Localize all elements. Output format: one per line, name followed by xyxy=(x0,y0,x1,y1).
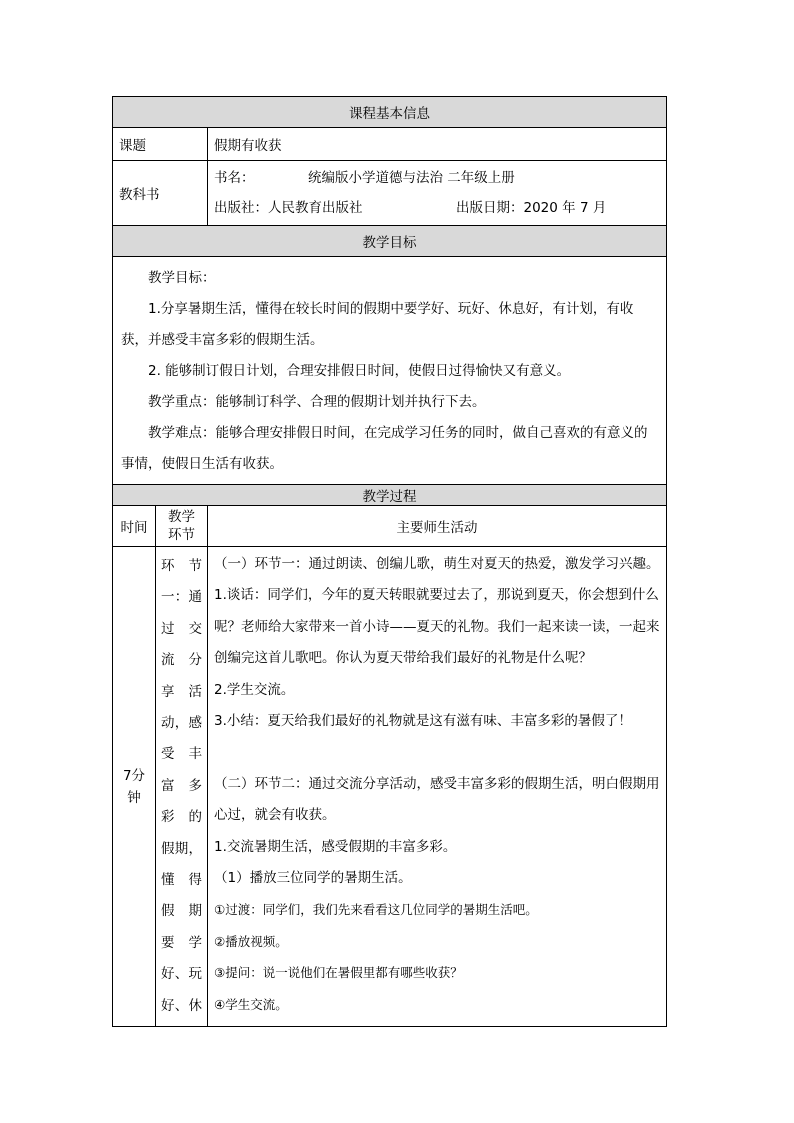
activity-spacer xyxy=(214,737,660,768)
teaching-difficulty: 教学难点：能够合理安排假日时间，在完成学习任务的同时，做自己喜欢的有意义的事情，使假日生活有收获。 xyxy=(121,425,648,472)
book-name-label: 书名： xyxy=(214,170,255,186)
activity-line: ①过渡：同学们，我们先来看看这几位同学的暑期生活吧。 xyxy=(214,902,538,918)
activity-content xyxy=(208,547,667,1027)
lesson-plan-table xyxy=(112,96,667,1027)
stage-line: 一：通 xyxy=(161,589,202,606)
stage-line: 懂得 xyxy=(161,872,202,889)
publish-date: 出版日期：2020 年 7 月 xyxy=(456,200,607,216)
book-name-value: 统编版小学道德与法治 二年级上册 xyxy=(308,170,515,186)
stage-line: 动，感 xyxy=(161,715,202,732)
process-row-1 xyxy=(113,547,667,1027)
col-time: 时间 xyxy=(113,506,156,547)
goals-row xyxy=(113,257,667,485)
goals-heading: 教学目标： xyxy=(148,270,216,286)
time-value: 7分钟 xyxy=(113,547,156,1027)
process-header-row xyxy=(113,485,667,506)
activity-line: ③提问：说一说他们在暑假里都有哪些收获？ xyxy=(214,965,463,981)
stage-line: 富多 xyxy=(161,777,202,794)
stage-line: 受丰 xyxy=(161,746,202,763)
goal-item-1: 1.分享暑期生活，懂得在较长时间的假期中要学好、玩好、休息好，有计划，有收获，并感受丰富多彩的假期生活。 xyxy=(121,301,634,348)
book-name-line xyxy=(208,163,666,193)
lesson-plan-page xyxy=(112,96,666,1027)
topic-label: 课题 xyxy=(113,128,208,161)
basic-info-header-row xyxy=(113,97,667,128)
activity-line: ④学生交流。 xyxy=(214,996,288,1012)
activity-line: 1.谈话：同学们，今年的夏天转眼就要过去了，那说到夏天，你会想到什么呢？老师给大家带来一首小诗——夏天的礼物。我们一起来读一读，一起来创编完这首儿歌吧。你认为夏天带给我们最好的礼物是什么呢？ xyxy=(214,587,660,667)
process-header: 教学过程 xyxy=(113,485,667,506)
stage-line: 享活 xyxy=(161,683,202,700)
topic-value: 假期有收获 xyxy=(208,128,667,161)
textbook-details xyxy=(208,161,667,226)
process-columns-row xyxy=(113,506,667,547)
goals-content xyxy=(113,257,667,485)
stage-line: 好、休 xyxy=(161,997,202,1014)
publisher-line xyxy=(208,193,666,223)
textbook-row xyxy=(113,161,667,226)
stage-line: 过交 xyxy=(161,620,202,637)
stage-line: 环节 xyxy=(161,558,202,574)
col-activity: 主要师生活动 xyxy=(208,506,667,547)
goal-item-2: 2. 能够制订假日计划，合理安排假日时间，使假日过得愉快又有意义。 xyxy=(148,363,571,379)
activity-line: ②播放视频。 xyxy=(214,933,288,949)
goals-header: 教学目标 xyxy=(113,226,667,257)
textbook-label: 教科书 xyxy=(113,161,208,226)
col-stage: 教学环节 xyxy=(156,506,208,547)
teaching-focus: 教学重点：能够制订科学、合理的假期计划并执行下去。 xyxy=(148,394,486,410)
stage-line: 流分 xyxy=(161,652,202,669)
publisher-value: 出版社：人民教育出版社 xyxy=(214,200,363,216)
basic-info-header: 课程基本信息 xyxy=(113,97,667,128)
activity-line: 3.小结：夏天给我们最好的礼物就是这有滋有味、丰富多彩的暑假了！ xyxy=(214,713,632,730)
activity-line: 1.交流暑期生活，感受假期的丰富多彩。 xyxy=(214,838,457,855)
activity-line: （一）环节一：通过朗读、创编儿歌，萌生对夏天的热爱，激发学习兴趣。 xyxy=(214,556,660,572)
stage-line: 假期， xyxy=(161,840,202,857)
stage-description xyxy=(156,547,208,1027)
activity-line: （1）播放三位同学的暑期生活。 xyxy=(214,870,412,887)
stage-line: 假期 xyxy=(161,903,202,920)
stage-line: 要学 xyxy=(161,934,202,951)
activity-line: 2.学生交流。 xyxy=(214,681,295,698)
stage-line: 好、玩 xyxy=(161,966,202,983)
stage-line: 彩的 xyxy=(161,809,202,826)
goals-header-row xyxy=(113,226,667,257)
topic-row xyxy=(113,128,667,161)
activity-line: （二）环节二：通过交流分享活动，感受丰富多彩的假期生活，明白假期用心过，就会有收获。 xyxy=(214,775,660,824)
